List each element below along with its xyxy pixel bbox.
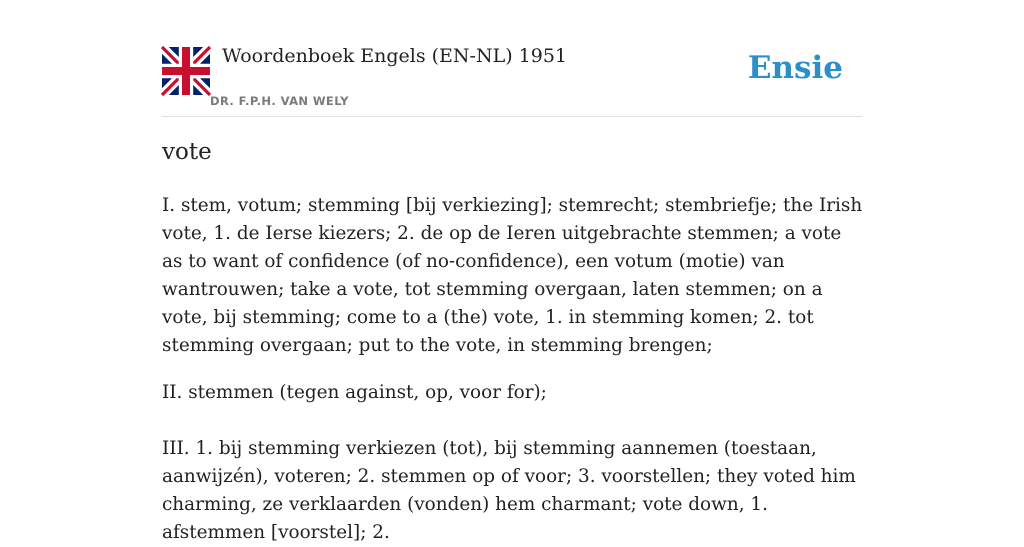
headword: vote <box>162 139 212 165</box>
dictionary-author: DR. F.P.H. VAN WELY <box>210 94 349 108</box>
sense-3: III. 1. bij stemming verkiezen (tot), bij stemming aannemen (toestaan, aanwijzén), voteren; 2. stemmen op of voor; 3. voorstellen; they voted him charming, ze verklaarden (vonden) hem charmant; vote down, 1. afstemmen [voorstel]; 2. <box>162 438 856 543</box>
entry-definition <box>162 192 864 547</box>
uk-flag-icon <box>162 47 210 95</box>
sense-2: II. stemmen (tegen against, op, voor for); <box>162 382 547 403</box>
sense-1: I. stem, votum; stemming [bij verkiezing]; stemrecht; stembriefje; the Irish vote, 1. de Ierse kiezers; 2. de op de Ieren uitgebrachte stemmen; a vote as to want of confidence (of no-confidence), een votum (motie) van wantrouwen; take a vote, tot stemming overgaan, laten stemmen; on a vote, bij stemming; come to a (the) vote, 1. in stemming komen; 2. tot stemming overgaan; put to the vote, in stemming brengen; <box>162 195 863 356</box>
brand-logo-link[interactable]: Ensie <box>747 50 843 86</box>
dictionary-title[interactable]: Woordenboek Engels (EN-NL) 1951 <box>222 45 567 67</box>
dictionary-header <box>162 0 862 117</box>
